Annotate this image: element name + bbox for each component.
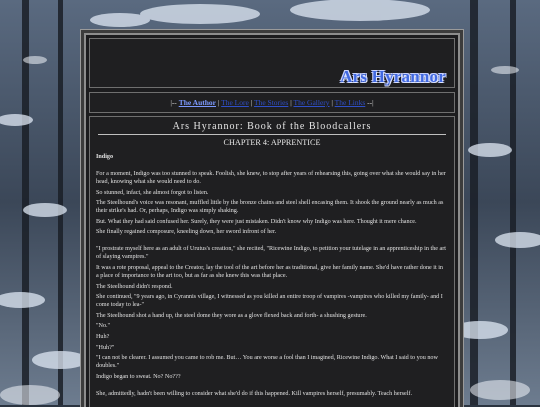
nav-suffix: --| [367,98,374,107]
site-header [89,38,455,88]
story-paragraph: For a moment, Indigo was too stunned to speak. Foolish, she knew, to stop after years of rehearsing this, going over what she would say in her head, knowing what she would need to do. [96,171,446,185]
nav-link-links[interactable]: The Links [334,98,366,107]
story-paragraph: It was a rote proposal, appeal to the Creator, lay the tool of the art before her as traditional, give her family name. She'd have rather done it in a place of importance to the art too, but as far as she knew this was that place. [96,264,443,279]
nav-separator: | [250,98,253,107]
nav-prefix: |-- [170,98,177,107]
story-paragraph: She, admittedly, hadn't been willing to consider what she'd do if this happened. Kill vampires herself, presumably. Teach herself. [96,390,413,397]
chapter-heading: CHAPTER 4: APPRENTICE [223,138,321,147]
nav-link-author[interactable]: The Author [178,98,216,107]
book-title: Ars Hyrannor: Book of the Bloodcallers [98,121,446,135]
nav-bar [89,92,455,113]
story-content[interactable] [89,116,455,407]
story-paragraph: The Steelhound shot a hand up, the steel dome they wore as a glove flexed back and forth- a shushing gesture. [96,312,367,319]
nav-separator: | [290,98,292,107]
story-paragraph: She continued, "9 years ago, in Cyrannis village, I witnessed as you killed an entire troop of vampires -vampires who killed my family- and I come today to lea-" [96,294,443,309]
story-paragraph: Huh? [96,333,110,340]
story-paragraph: So stunned, infact, she almost forgot to listen. [96,189,209,196]
nav-separator: | [217,98,220,107]
story-paragraph: She finally regained composure, kneeling down, her sword infront of her. [96,229,277,236]
story-paragraph: The Steelhound didn't respond. [96,283,173,290]
story-paragraph: "I can not be clearer. I assumed you came to rob me. But… You are worse a fool than I imagined, Ricewine Indigo. What I said to you now doubles." [96,355,438,370]
story-paragraph: But. What they had said confused her. Surely, they were just mistaken. Didn't know why Indigo was here. Thought it mere chance. [96,218,417,225]
story-paragraph: The Steelhound's voice was resonant, muffled little by the bronze chains and steel shell encasing them. It shook the ground nearly as much as their strike's had. Or, perhaps, Indigo was simply shaking. [96,200,444,215]
nav-separator: | [331,98,333,107]
story-paragraph: "Huh?" [96,344,115,351]
site-title: Ars Hyrannor [340,67,446,86]
nav-link-stories[interactable]: The Stories [253,98,289,107]
main-frame [84,33,460,407]
story-text [90,153,454,398]
story-paragraph: "No." [96,323,111,330]
story-paragraph: Indigo began to sweat. No? No??? [96,373,181,380]
nav-link-lore[interactable]: The Lore [221,98,249,107]
nav-link-gallery[interactable]: The Gallery [293,98,330,107]
story-paragraph: "I prostrate myself here as an adult of Urutus's creation," she recited, "Ricewine Indigo, to petition your tutelage in an apprenticeship in the art of slaying vampires." [96,246,447,261]
pov-label: Indigo [96,154,114,160]
